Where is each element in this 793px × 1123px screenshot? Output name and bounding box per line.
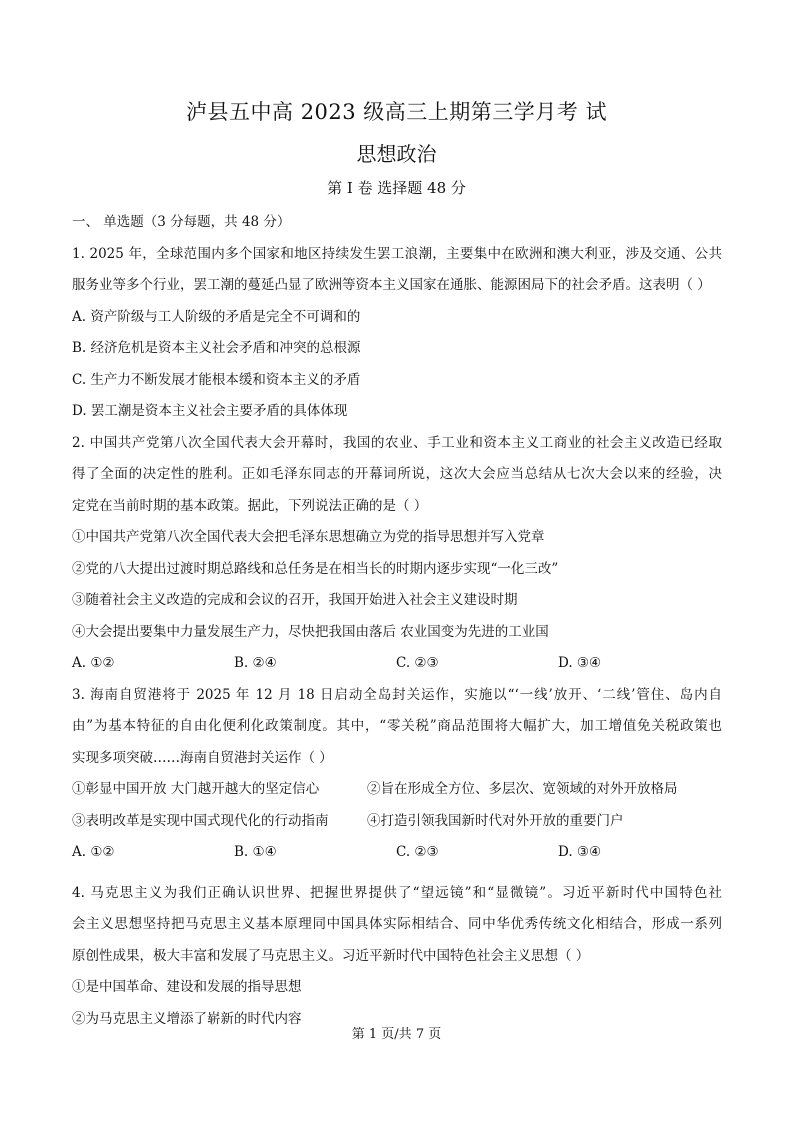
statement-3: ③随着社会主义改造的完成和会议的召开，我国开始进入社会主义建设时期 [72,592,518,608]
question-stem-line: 1. 2025 年，全球范围内多个国家和地区持续发生罢工浪潮，主要集中在欧洲和澳大利亚，涉及交通、公共 [72,245,722,262]
question-stem-line: 得了全面的决定性的胜利。正如毛泽东同志的开幕词所说，这次大会应当总结从七次大会以来的经验，决 [72,466,722,482]
option-b: B. ①④ [234,844,277,860]
option-a: A. 资产阶级与工人阶级的矛盾是完全不可调和的 [72,308,361,325]
answer-options [72,837,722,869]
statement-2: ②党的八大提出过渡时期总路线和总任务是在相当长的时期内逐步实现“一化三改” [72,560,559,577]
section-heading: 一、 单选题（3 分每题，共 48 分） [72,214,291,230]
question-stem-line: 原创性成果，极大丰富和发展了马克思主义。习近平新时代中国特色社会主义思想（ ） [72,947,590,964]
statement-1: ①中国共产党第八次全国代表大会把毛泽东思想确立为党的指导思想并写入党章 [72,529,545,545]
statement-2: ②为马克思主义增添了崭新的时代内容 [72,1010,302,1027]
statement-4: ④打造引领我国新时代对外开放的重要门户 [367,812,624,829]
option-c: C. ②③ [396,655,439,671]
option-c: C. 生产力不断发展才能根本缓和资本主义的矛盾 [72,371,361,388]
question-stem-line: 3. 海南自贸港将于 2025 年 12 月 18 日启动全岛封关运作，实施以“‘一线’放开、‘二线’管住、岛内自 [72,686,722,703]
option-a: A. ①② [72,655,115,671]
volume-heading: 第 I 卷 选择题 48 分 [327,179,466,197]
question-stem-line: 4. 马克思主义为我们正确认识世界、把握世界提供了“望远镜”和“显微镜”。习近平新时代中国特色社 [72,884,722,901]
page-number: 第 1 页/共 7 页 [351,1027,442,1042]
statement-4: ④大会提出要集中力量发展生产力，尽快把我国由落后 农业国变为先进的工业国 [72,623,549,640]
answer-options [72,648,722,680]
statement-3: ③表明改革是实现中国式现代化的行动指南 [72,812,329,829]
option-d: D. ③④ [558,844,602,860]
question-stem-line: 服务业等多个行业，罢工潮的蔓延凸显了欧洲等资本主义国家在通胀、能源困局下的社会矛盾。这表明（ ） [72,277,711,293]
statement-1: ①彰显中国开放 大门越开越大的坚定信心 [72,781,320,797]
question-3 [72,680,722,869]
question-stem-line: 会主义思想坚持把马克思主义基本原理同中国具体实际相结合、同中华优秀传统文化相结合，形成一系列 [72,916,722,932]
question-1 [72,239,722,428]
option-d: D. ③④ [558,655,602,671]
question-stem-line: 2. 中国共产党第八次全国代表大会开幕时，我国的农业、手工业和资本主义工商业的社会主义改造已经取 [72,434,722,451]
question-stem-line: 由”为基本特征的自由化便利化政策制度。其中，“零关税”商品范围将大幅扩大，加工增值免关税政策也 [72,718,722,734]
spacer [72,869,722,878]
statement-row [72,806,722,838]
statement-row [72,774,722,806]
question-stem-line: 定党在当前时期的基本政策。据此，下列说法正确的是（ ） [72,497,428,514]
question-2 [72,428,722,680]
option-b: B. 经济危机是资本主义社会矛盾和冲突的总根源 [72,340,361,356]
option-c: C. ②③ [396,844,439,860]
question-4 [72,878,722,1036]
statement-2: ②旨在形成全方位、多层次、宽领域的对外开放格局 [367,781,678,797]
exam-content [72,207,722,1035]
exam-title: 泸县五中高 2023 级高三上期第三学月考 试 [186,100,607,124]
option-d: D. 罢工潮是资本主义社会主要矛盾的具体体现 [72,403,348,419]
subject-title: 思想政治 [356,142,437,166]
question-stem-line: 实现多项突破……海南自贸港封关运作（ ） [72,749,333,766]
option-b: B. ②④ [234,655,277,671]
statement-1: ①是中国革命、建设和发展的指导思想 [72,979,302,995]
option-a: A. ①② [72,844,115,860]
